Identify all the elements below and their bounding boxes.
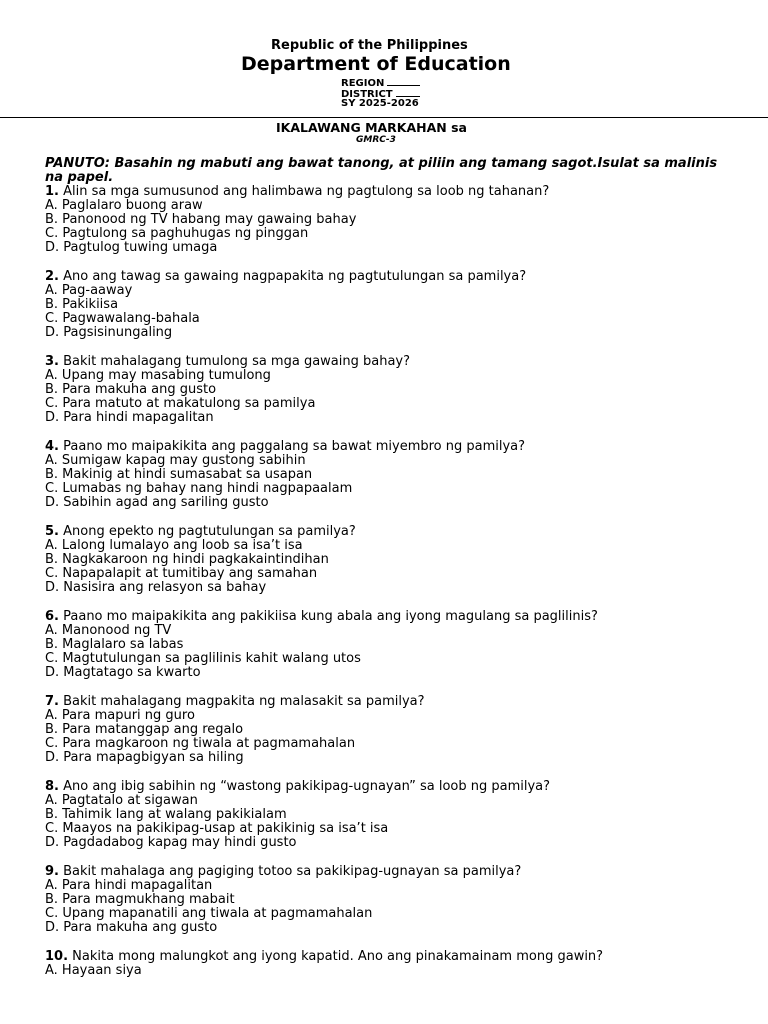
question-item [45, 950, 735, 978]
question-stem [45, 780, 735, 794]
question-number: 9. [45, 864, 59, 879]
region-label: REGION [341, 78, 385, 89]
answer-option: D. Magtatago sa kwarto [45, 665, 201, 680]
district-label: DISTRICT [341, 89, 393, 100]
question-stem [45, 355, 735, 369]
question-stem [45, 185, 735, 199]
answer-option: D. Pagsisinungaling [45, 325, 173, 340]
question-item [45, 780, 735, 850]
answer-option: A. Pagtatalo at sigawan [45, 793, 198, 808]
question-text: Bakit mahalagang tumulong sa mga gawaing bahay? [63, 354, 411, 369]
answer-option: C. Magtutulungan sa paglilinis kahit walang utos [45, 651, 361, 666]
question-stem [45, 610, 735, 624]
answer-option: D. Pagdadabog kapag may hindi gusto [45, 835, 297, 850]
answer-option: C. Pagwawalang-bahala [45, 311, 200, 326]
region-blank [387, 76, 420, 86]
answer-option: D. Pagtulog tuwing umaga [45, 240, 218, 255]
answer-option: B. Nagkakaroon ng hindi pagkakaintindihan [45, 552, 329, 567]
answer-option: B. Para makuha ang gusto [45, 382, 217, 397]
question-list [45, 185, 735, 978]
district-blank [396, 87, 420, 97]
instructions: PANUTO: Basahin ng mabuti ang bawat tanong, at piliin ang tamang sagot.Isulat sa malinis na papel. [45, 156, 718, 185]
answer-option: B. Para magmukhang mabait [45, 892, 235, 907]
answer-option: C. Lumabas ng bahay nang hindi nagpapaalam [45, 481, 353, 496]
answer-option: A. Para hindi mapagalitan [45, 878, 213, 893]
question-text: Ano ang ibig sabihin ng “wastong pakikipag-ugnayan” sa loob ng pamilya? [63, 779, 551, 794]
question-item [45, 440, 735, 510]
department-heading: Department of Education [241, 53, 511, 75]
question-number: 2. [45, 269, 59, 284]
question-number: 1. [45, 184, 59, 199]
answer-option: B. Tahimik lang at walang pakikialam [45, 807, 287, 822]
answer-option: A. Pag-aaway [45, 283, 133, 298]
question-stem [45, 865, 735, 879]
answer-option: D. Para mapagbigyan sa hiling [45, 750, 244, 765]
republic-heading: Republic of the Philippines [271, 38, 468, 53]
question-text: Alin sa mga sumusunod ang halimbawa ng pagtulong sa loob ng tahanan? [63, 184, 550, 199]
header-divider [0, 117, 768, 118]
answer-option: C. Para magkaroon ng tiwala at pagmamahalan [45, 736, 356, 751]
question-item [45, 865, 735, 935]
answer-option: C. Pagtulong sa paghuhugas ng pinggan [45, 226, 309, 241]
question-number: 6. [45, 609, 59, 624]
question-item [45, 270, 735, 340]
question-stem [45, 270, 735, 284]
answer-option: A. Hayaan siya [45, 963, 142, 978]
question-text: Paano mo maipakikita ang pakikiisa kung abala ang iyong magulang sa paglilinis? [63, 609, 598, 624]
answer-option: D. Para hindi mapagalitan [45, 410, 214, 425]
question-item [45, 185, 735, 255]
question-number: 4. [45, 439, 59, 454]
question-number: 3. [45, 354, 59, 369]
answer-option: D. Sabihin agad ang sariling gusto [45, 495, 269, 510]
question-item [45, 355, 735, 425]
answer-option: A. Lalong lumalayo ang loob sa isa’t isa [45, 538, 303, 553]
answer-option: A. Paglalaro buong araw [45, 198, 203, 213]
quarter-title: IKALAWANG MARKAHAN sa [276, 120, 467, 135]
answer-option: C. Upang mapanatili ang tiwala at pagmamahalan [45, 906, 373, 921]
question-stem [45, 695, 735, 709]
answer-option: B. Pakikiisa [45, 297, 119, 312]
answer-option: C. Maayos na pakikipag-usap at pakikinig sa isa’t isa [45, 821, 389, 836]
question-number: 8. [45, 779, 59, 794]
question-item [45, 695, 735, 765]
question-item [45, 525, 735, 595]
question-number: 10. [45, 949, 69, 964]
answer-option: B. Para matanggap ang regalo [45, 722, 244, 737]
answer-option: B. Panonood ng TV habang may gawaing bahay [45, 212, 357, 227]
answer-option: B. Makinig at hindi sumasabat sa usapan [45, 467, 313, 482]
answer-option: B. Maglalaro sa labas [45, 637, 184, 652]
question-item [45, 610, 735, 680]
answer-option: A. Upang may masabing tumulong [45, 368, 271, 383]
subject-code: GMRC-3 [356, 135, 396, 145]
question-text: Bakit mahalaga ang pagiging totoo sa pakikipag-ugnayan sa pamilya? [63, 864, 522, 879]
answer-option: D. Nasisira ang relasyon sa bahay [45, 580, 267, 595]
question-stem [45, 525, 735, 539]
question-text: Ano ang tawag sa gawaing nagpapakita ng pagtutulungan sa pamilya? [63, 269, 527, 284]
answer-option: A. Manonood ng TV [45, 623, 172, 638]
question-text: Paano mo maipakikita ang paggalang sa bawat miyembro ng pamilya? [63, 439, 526, 454]
exam-content [45, 157, 735, 993]
question-number: 5. [45, 524, 59, 539]
answer-option: D. Para makuha ang gusto [45, 920, 218, 935]
question-stem [45, 950, 735, 964]
school-year: SY 2025-2026 [341, 98, 419, 109]
question-text: Bakit mahalagang magpakita ng malasakit sa pamilya? [63, 694, 425, 709]
question-number: 7. [45, 694, 59, 709]
answer-option: A. Para mapuri ng guro [45, 708, 195, 723]
question-text: Anong epekto ng pagtutulungan sa pamilya? [63, 524, 356, 539]
question-text: Nakita mong malungkot ang iyong kapatid. Ano ang pinakamainam mong gawin? [72, 949, 604, 964]
answer-option: C. Napapalapit at tumitibay ang samahan [45, 566, 318, 581]
answer-option: A. Sumigaw kapag may gustong sabihin [45, 453, 306, 468]
question-stem [45, 440, 735, 454]
answer-option: C. Para matuto at makatulong sa pamilya [45, 396, 316, 411]
